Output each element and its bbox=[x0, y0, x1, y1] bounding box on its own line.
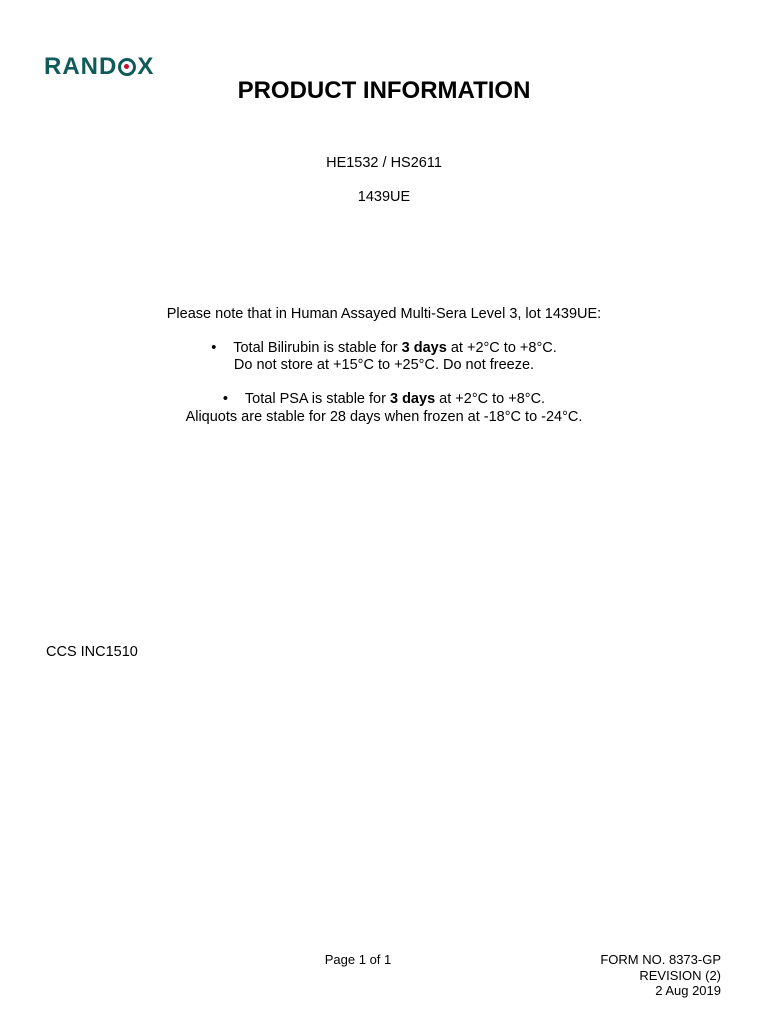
product-codes: HE1532 / HS2611 bbox=[326, 155, 442, 171]
form-info bbox=[600, 952, 721, 999]
notice-item-1-note: Do not store at +15°C to +25°C. Do not freeze. bbox=[233, 357, 535, 373]
notice-item-2-bold: 3 days bbox=[389, 391, 436, 407]
notice-item-2-note: Aliquots are stable for 28 days when frozen at -18°C to -24°C. bbox=[185, 409, 583, 425]
form-date: 2 Aug 2019 bbox=[655, 983, 721, 998]
logo-text-prefix: RAND bbox=[44, 53, 118, 80]
product-lot: 1439UE bbox=[357, 189, 411, 205]
notice-intro: Please note that in Human Assayed Multi-Sera Level 3, lot 1439UE: bbox=[166, 306, 602, 322]
page-title: PRODUCT INFORMATION bbox=[237, 77, 531, 104]
logo-o-mark bbox=[118, 58, 136, 76]
bullet-icon: • bbox=[211, 340, 217, 356]
bullet-icon: • bbox=[222, 391, 228, 407]
form-revision: REVISION (2) bbox=[639, 967, 721, 983]
notice-item-2 bbox=[0, 390, 768, 408]
notice-item-2-pre: Total PSA is stable for bbox=[244, 391, 390, 407]
logo-text-suffix: X bbox=[137, 53, 155, 80]
notice-item-1-pre: Total Bilirubin is stable for bbox=[233, 340, 402, 356]
notice-item-1-bold: 3 days bbox=[401, 340, 447, 356]
page-number: Page 1 of 1 bbox=[324, 952, 392, 967]
notice-item-2-post: at +2°C to +8°C. bbox=[435, 391, 546, 407]
form-number: FORM NO. 8373-GP bbox=[600, 952, 721, 967]
reference-code: CCS INC1510 bbox=[46, 644, 138, 660]
notice-item-1 bbox=[0, 339, 768, 357]
notice-item-1-post: at +2°C to +8°C. bbox=[446, 340, 557, 356]
